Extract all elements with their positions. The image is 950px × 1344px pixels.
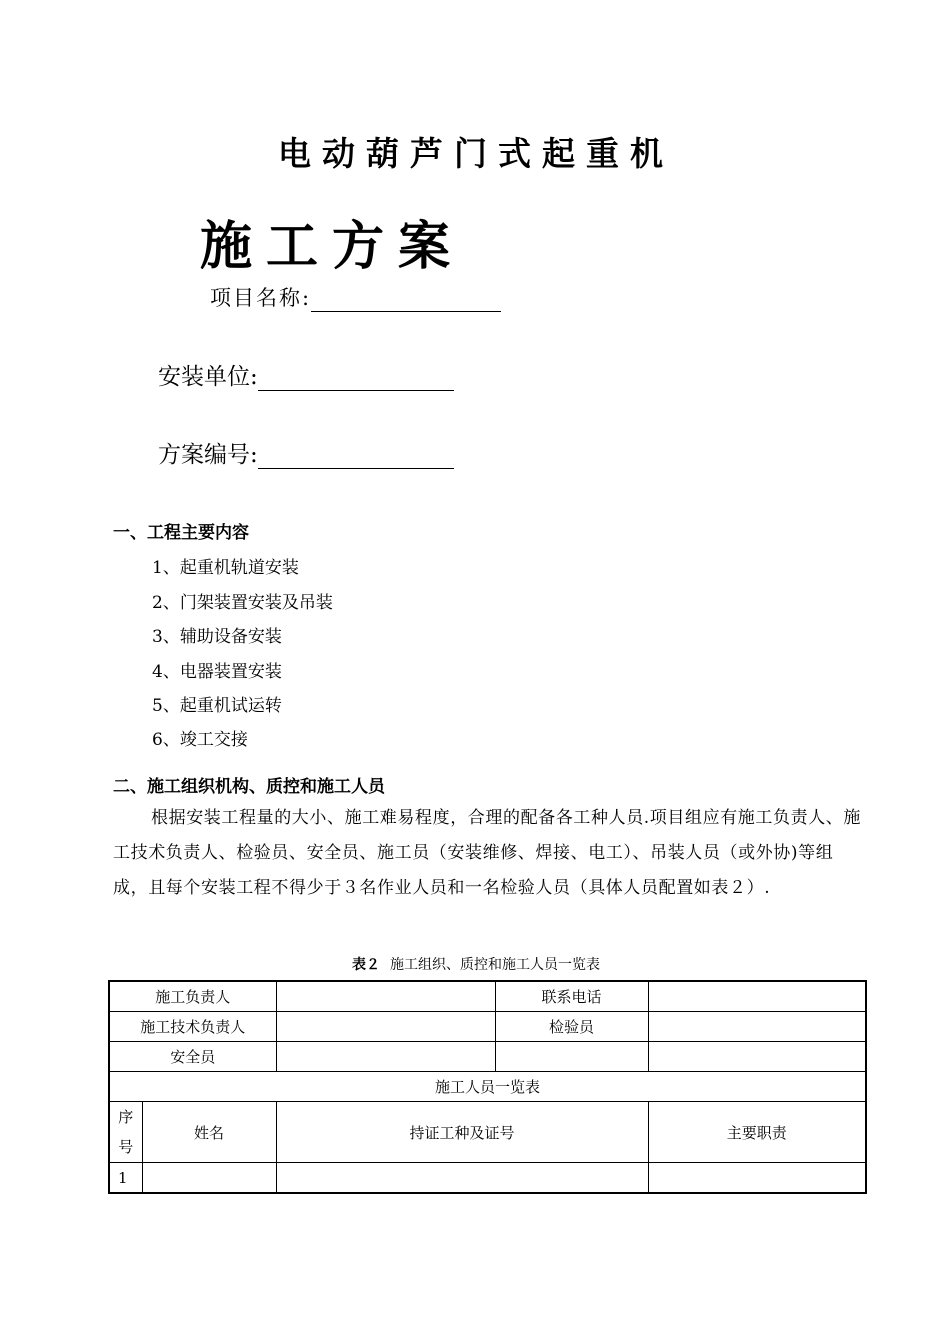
project-name-label: 项目名称: — [210, 286, 312, 310]
col-seq-header — [109, 1102, 142, 1163]
install-unit-label: 安装单位: — [158, 364, 258, 390]
col-seq-line1: 序 — [118, 1108, 134, 1126]
row-cert — [276, 1163, 648, 1194]
row-seq: 1 — [109, 1163, 142, 1194]
col-name-header: 姓名 — [142, 1102, 276, 1163]
tech-lead-label: 施工技术负责人 — [109, 1012, 276, 1042]
section1-heading: 一、工程主要内容 — [113, 523, 249, 543]
contact-phone-label: 联系电话 — [495, 981, 648, 1012]
list-item: 5、起重机试运转 — [152, 696, 282, 716]
table-row — [109, 1163, 866, 1194]
section2-heading: 二、施工组织机构、质控和施工人员 — [113, 777, 385, 797]
document-title-line2: 施工方案 — [200, 216, 465, 277]
plan-number-field — [158, 436, 454, 469]
col-seq-line2: 号 — [118, 1138, 134, 1156]
staff-table — [108, 980, 867, 1194]
tech-lead-value — [276, 1012, 495, 1042]
table-row — [109, 1012, 866, 1042]
table-row — [109, 1042, 866, 1072]
plan-number-blank — [258, 444, 454, 469]
col-cert-header: 持证工种及证号 — [276, 1102, 648, 1163]
table-header-row — [109, 1102, 866, 1163]
row-duty — [648, 1163, 866, 1194]
staff-list-title: 施工人员一览表 — [109, 1072, 866, 1102]
install-unit-field — [158, 358, 454, 391]
list-item: 4、电器装置安装 — [152, 662, 282, 682]
list-item: 6、竣工交接 — [152, 730, 248, 750]
col-duty-header: 主要职责 — [648, 1102, 866, 1163]
project-name-field — [210, 282, 501, 312]
inspector-value — [648, 1012, 866, 1042]
construction-lead-value — [276, 981, 495, 1012]
project-name-blank — [311, 287, 501, 312]
inspector-label: 检验员 — [495, 1012, 648, 1042]
table-caption-text: 施工组织、质控和施工人员一览表 — [390, 957, 600, 973]
plan-number-label: 方案编号: — [158, 442, 258, 468]
table-row — [109, 981, 866, 1012]
construction-lead-label: 施工负责人 — [109, 981, 276, 1012]
list-item: 1、起重机轨道安装 — [152, 558, 299, 578]
list-item: 3、辅助设备安装 — [152, 627, 282, 647]
empty-cell — [648, 1042, 866, 1072]
table-caption-number: 表２ — [352, 957, 380, 973]
row-name — [142, 1163, 276, 1194]
table-caption — [352, 954, 600, 974]
empty-cell — [495, 1042, 648, 1072]
contact-phone-value — [648, 981, 866, 1012]
document-title-line1: 电动葫芦门式起重机 — [278, 134, 674, 173]
safety-officer-value — [276, 1042, 495, 1072]
section2-paragraph: 根据安装工程量的大小、施工难易程度，合理的配备各工种人员.项目组应有施工负责人、施工技术负责人、检验员、安全员、施工员（安装维修、焊接、电工）、吊装人员（或外协)等组成，且每个安装工程不得少于３名作业人员和一名检验人员（具体人员配置如表２）. — [113, 808, 862, 898]
list-item: 2、门架装置安装及吊装 — [152, 593, 333, 613]
table-row — [109, 1072, 866, 1102]
safety-officer-label: 安全员 — [109, 1042, 276, 1072]
install-unit-blank — [258, 366, 454, 391]
